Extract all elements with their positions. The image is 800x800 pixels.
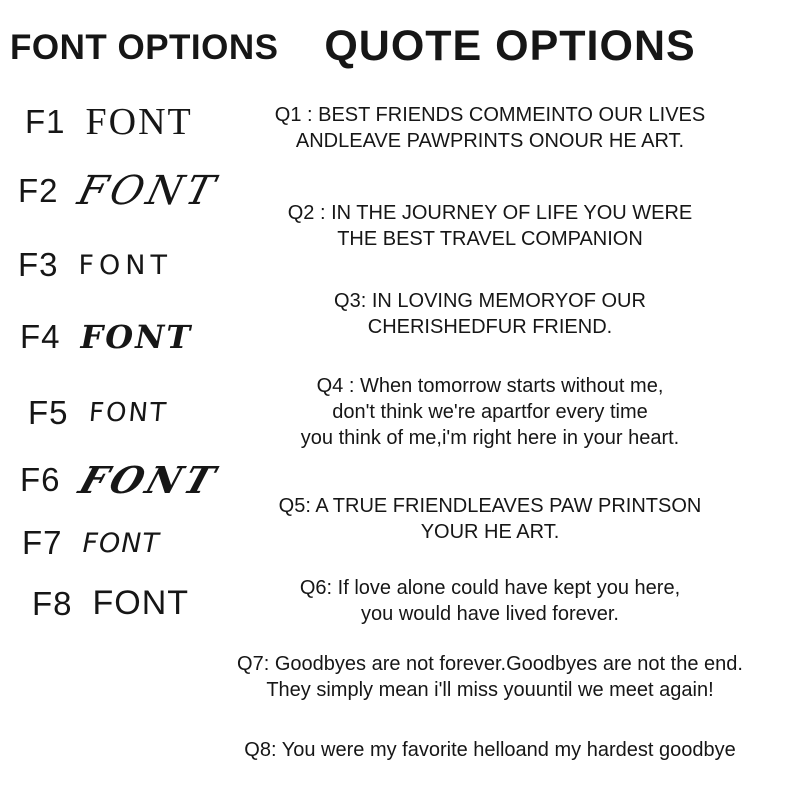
quote-option-q6 xyxy=(160,575,800,627)
quote-option-q3 xyxy=(160,288,800,340)
font-sample-f1: FONT xyxy=(85,101,193,143)
font-sample-f4: FONT xyxy=(80,318,193,356)
quote-line: don't think we're apartfor every time xyxy=(332,401,648,423)
font-sample-f8: FONT xyxy=(92,584,190,622)
font-sample-f6: FONT xyxy=(73,458,224,502)
quote-line: Q4 : When tomorrow starts without me, xyxy=(316,375,664,397)
font-id-f8: F8 xyxy=(32,584,73,622)
font-id-f3: F3 xyxy=(18,246,59,283)
font-sample-f5: FONT xyxy=(87,398,169,428)
font-option-row-f3 xyxy=(18,246,172,284)
quote-line: CHERISHEDFUR FRIEND. xyxy=(367,316,613,338)
font-id-f6: F6 xyxy=(20,461,61,498)
font-options-title: FONT OPTIONS xyxy=(10,28,279,67)
font-id-f1: F1 xyxy=(25,103,66,140)
quote-option-q1 xyxy=(160,102,800,154)
quote-line: Q5: A TRUE FRIENDLEAVES PAW PRINTSON xyxy=(278,495,702,517)
font-option-row-f7 xyxy=(22,524,160,562)
quote-line: Q3: IN LOVING MEMORYOF OUR xyxy=(334,290,646,312)
quote-line: Q7: Goodbyes are not forever.Goodbyes are not the end. xyxy=(237,653,743,675)
quote-option-q7 xyxy=(160,651,800,703)
font-id-f2: F2 xyxy=(18,172,59,209)
font-id-f4: F4 xyxy=(20,318,61,355)
quote-line: THE BEST TRAVEL COMPANION xyxy=(337,228,643,250)
quote-line: They simply mean i'll miss youuntil we meet again! xyxy=(266,679,714,701)
quote-line: Q2 : IN THE JOURNEY OF LIFE YOU WERE xyxy=(287,202,693,224)
font-sample-f2: FONT xyxy=(72,168,223,214)
quote-option-q4 xyxy=(160,373,800,451)
font-id-f7: F7 xyxy=(22,524,63,561)
quote-line: you think of me,i'm right here in your heart. xyxy=(300,427,680,449)
font-sample-f7: FONT xyxy=(82,527,160,559)
quote-line: Q6: If love alone could have kept you here, xyxy=(299,577,681,599)
quote-line: you would have lived forever. xyxy=(361,603,619,625)
quote-line: Q8: You were my favorite helloand my hardest goodbye xyxy=(244,739,736,761)
font-option-row-f5 xyxy=(28,394,167,432)
quote-option-q5 xyxy=(160,493,800,545)
quote-options-title: QUOTE OPTIONS xyxy=(324,22,696,70)
quote-line: ANDLEAVE PAWPRINTS ONOUR HE ART. xyxy=(295,130,685,152)
font-sample-f3: FONT xyxy=(78,249,172,281)
quote-line: Q1 : BEST FRIENDS COMMEINTO OUR LIVES xyxy=(274,104,706,126)
quote-option-q8 xyxy=(160,737,800,763)
quote-line: YOUR HE ART. xyxy=(420,521,560,543)
font-id-f5: F5 xyxy=(28,394,69,431)
quote-option-q2 xyxy=(160,200,800,252)
